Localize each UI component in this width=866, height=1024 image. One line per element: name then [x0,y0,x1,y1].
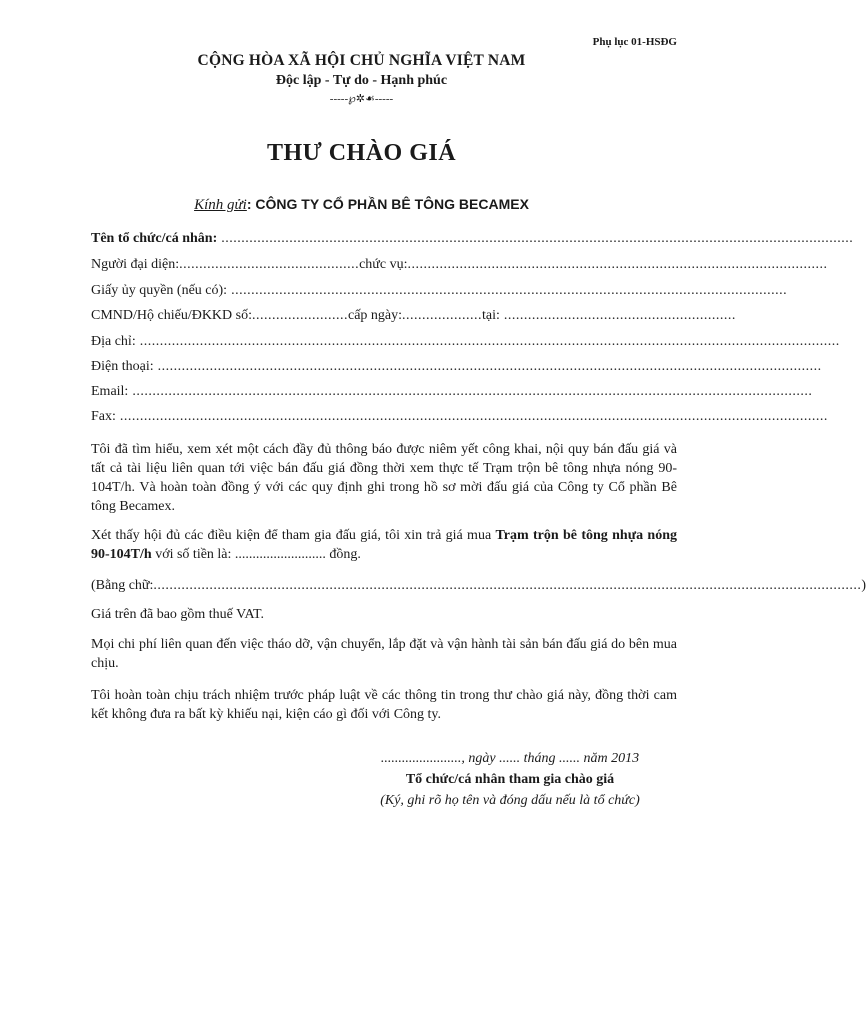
field-phone-blank[interactable]: ...................................................................................................................................................................... [153,359,822,374]
national-motto: Độc lập - Tự do - Hạnh phúc [275,73,448,88]
recipient-line [0,196,723,214]
annex-label: Phụ lục 01-HSĐG [592,36,677,48]
field-rep-label: Người đại diện: [91,257,180,272]
ornament-divider: -----℘✲☙----- [329,93,394,105]
field-rep-blank[interactable]: ............................................. [179,257,360,272]
paragraph-costs: Mọi chi phí liên quan đến việc tháo dỡ, vận chuyển, lắp đặt và vận hành tài sản bán đấu giá do bên mua chịu. [91,637,677,671]
field-email-blank[interactable]: .......................................................................................................................................................................... [128,384,813,399]
signature-note: (Ký, ghi rõ họ tên và đóng dấu nếu là tổ chức) [380,793,640,808]
field-id [91,308,736,324]
field-fax-label: Fax: [91,409,116,424]
field-phone [91,359,822,375]
amount-in-words-blank[interactable]: ................................................................................................................................................................................. [153,578,862,593]
offer-asset-name: Trạm trộn bê tông nhựa nóng 90-104T/h [91,528,677,562]
amount-in-words [91,578,866,594]
field-address [91,334,840,350]
field-phone-label: Điện thoại: [91,359,154,374]
signature-date: ......................., ngày ...... tháng ...... năm 2013 [380,751,640,766]
paragraph-offer [91,526,677,564]
field-email-label: Email: [91,384,129,399]
field-address-blank[interactable]: ............................................................................................................................................................................... [135,334,840,349]
field-auth-blank[interactable]: ........................................................................................................................................... [227,283,788,298]
field-rep [91,257,828,273]
field-org [91,231,854,247]
field-org-label: Tên tổ chức/cá nhân: [91,231,218,246]
recipient-name: : CÔNG TY CỔ PHẦN BÊ TÔNG BECAMEX [246,196,529,212]
signature-party: Tổ chức/cá nhân tham gia chào giá [405,772,615,787]
document-title: THƯ CHÀO GIÁ [266,140,457,166]
field-position-label: chức vụ: [359,257,408,272]
paragraph-commitment: Tôi hoàn toàn chịu trách nhiệm trước pháp luật về các thông tin trong thư chào giá này, đồng thời cam kết không đưa ra bất kỳ khiếu nại, kiện cáo gì đối với Công ty. [91,688,677,722]
field-issue-place-label: tại: [482,308,500,323]
amount-in-words-close: ) [861,578,866,593]
field-fax-blank[interactable]: ................................................................................................................................................................................. [115,409,828,424]
field-email [91,384,813,400]
field-address-label: Địa chỉ: [91,334,136,349]
offer-text-end: với số tiền là: .......................... đồng. [151,547,361,562]
national-title: CỘNG HÒA XÃ HỘI CHỦ NGHĨA VIỆT NAM [197,52,526,69]
field-issue-place-blank[interactable]: .......................................................... [499,308,736,323]
field-auth-label: Giấy ủy quyền (nếu có): [91,283,228,298]
field-id-blank[interactable]: ........................ [252,308,348,323]
field-org-blank[interactable]: .............................................................................................................................................................. [217,231,854,246]
field-fax [91,409,828,425]
offer-text-start: Xét thấy hội đủ các điều kiện để tham gia đấu giá, tôi xin trả giá mua [91,528,496,543]
field-issue-date-blank[interactable]: .................... [402,308,483,323]
paragraph-acknowledgement: Tôi đã tìm hiểu, xem xét một cách đầy đủ thông báo được niêm yết công khai, nội quy bán đấu giá và tất cả tài liệu liên quan tới việc bán đấu giá đồng thời xem thực tế Trạm trộn bê tông nhựa nóng 90-104T/h. Và hoàn toàn đồng ý với các quy định ghi trong hồ sơ mời đấu giá của Công ty Cổ phần Bê tông Becamex. [91,442,677,514]
field-id-label: CMND/Hộ chiếu/ĐKKD số: [91,308,252,323]
recipient-label: Kính gửi [194,197,247,213]
field-auth [91,283,788,299]
field-position-blank[interactable]: ......................................................................................................... [407,257,828,272]
amount-in-words-label: (Bằng chữ: [91,578,154,593]
vat-note: Giá trên đã bao gồm thuế VAT. [91,607,265,622]
field-issue-date-label: cấp ngày: [348,308,403,323]
